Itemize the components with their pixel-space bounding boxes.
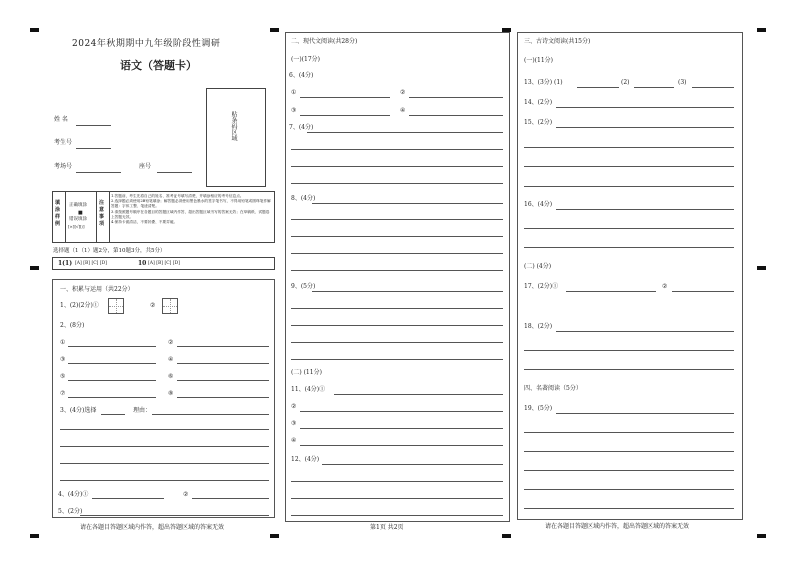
answer-line[interactable]	[556, 413, 734, 414]
answer-line[interactable]	[68, 397, 156, 398]
q6-blank-label: ②	[400, 89, 406, 96]
wrong-fill-label: 错误填涂	[69, 217, 87, 222]
answer-line[interactable]	[524, 228, 734, 229]
q1-label: 1、(2)(2分)①	[60, 302, 99, 309]
answer-line[interactable]	[300, 428, 503, 429]
correct-fill-label: 正确填涂	[69, 203, 87, 208]
q5-label: 5、(2分)	[58, 508, 83, 515]
registration-mark	[757, 534, 766, 538]
answer-line[interactable]	[60, 446, 269, 447]
choice-box	[52, 257, 275, 270]
page-number: 第1页 共2页	[370, 524, 404, 531]
registration-mark	[30, 266, 39, 270]
q6-label: 6、(4分)	[289, 72, 314, 79]
answer-line[interactable]	[60, 429, 269, 430]
answer-line[interactable]	[556, 331, 734, 332]
answer-line[interactable]	[291, 498, 503, 499]
barcode-label: 贴条码区域	[230, 111, 237, 141]
answer-line[interactable]	[68, 363, 156, 364]
choice-q10: 10	[138, 260, 147, 267]
q8-label: 8、(4分)	[291, 195, 316, 202]
q17-label: 17、(2分)①	[524, 283, 559, 290]
answer-line[interactable]	[291, 270, 503, 271]
footer-warning-right: 请在各题目答题区域内作答，超出答题区域的答案无效	[545, 523, 690, 530]
section2-part2: (二) (11分)	[291, 369, 322, 376]
answer-line[interactable]	[524, 470, 734, 471]
answer-line[interactable]	[80, 515, 269, 516]
answer-line[interactable]	[300, 97, 390, 98]
answer-line[interactable]	[291, 325, 503, 326]
answer-line[interactable]	[177, 380, 269, 381]
section2-box	[285, 32, 510, 522]
q7-label: 7、(4分)	[289, 124, 314, 131]
q15-label: 15、(2分)	[524, 119, 553, 126]
answer-line[interactable]	[60, 463, 269, 464]
q12-label: 12、(4分)	[291, 456, 320, 463]
answer-line[interactable]	[322, 464, 503, 465]
registration-mark	[502, 534, 511, 538]
answer-line[interactable]	[524, 489, 734, 490]
answer-line[interactable]	[177, 346, 269, 347]
answer-line[interactable]	[524, 350, 734, 351]
answer-line[interactable]	[524, 508, 734, 509]
q2-blank-label: ⑥	[168, 373, 174, 380]
answer-line[interactable]	[291, 359, 503, 360]
room-field[interactable]	[76, 172, 121, 173]
q3-label: 3、(4分)选择	[60, 407, 97, 414]
answer-line[interactable]	[524, 451, 734, 452]
q16-label: 16、(4分)	[524, 201, 553, 208]
q17-b-label: ②	[662, 283, 668, 290]
q11-blank-label: ③	[291, 420, 297, 427]
q2-blank-label: ⑤	[60, 373, 66, 380]
q6-blank-label: ③	[291, 107, 297, 114]
section1-box	[52, 279, 275, 518]
q2-blank-label: ②	[168, 339, 174, 346]
answer-line[interactable]	[291, 308, 503, 309]
answer-line[interactable]	[556, 107, 734, 108]
char-box[interactable]	[162, 298, 178, 314]
section3-part1: (一)(11分)	[524, 57, 553, 64]
q1-b-label: ②	[150, 302, 156, 309]
q6-blank-label: ①	[291, 89, 297, 96]
answer-line[interactable]	[672, 291, 734, 292]
answer-line[interactable]	[577, 87, 619, 88]
q18-label: 18、(2分)	[524, 323, 553, 330]
q11-blank-label: ④	[291, 437, 297, 444]
answer-line[interactable]	[291, 166, 503, 167]
barcode-area	[206, 88, 266, 187]
answer-line[interactable]	[291, 253, 503, 254]
q13-label: 13、(3分) (1)	[524, 79, 563, 86]
answer-line[interactable]	[68, 380, 156, 381]
answer-line[interactable]	[524, 147, 734, 148]
choice-heading: 选择题（1（1）题2分，第10题3分，共5分）	[53, 248, 166, 254]
choice-q10-options[interactable]: [A] [B] [C] [D]	[148, 261, 180, 266]
q11-blank-label: ②	[291, 403, 297, 410]
answer-line[interactable]	[291, 515, 503, 516]
seat-label: 座号	[139, 163, 152, 170]
answer-line[interactable]	[312, 291, 503, 292]
answer-line[interactable]	[524, 166, 734, 167]
section1-heading: 一、积累与运用（共22分）	[60, 286, 134, 293]
q4-b-label: ②	[183, 491, 189, 498]
registration-mark	[757, 266, 766, 270]
q2-blank-label: ③	[60, 356, 66, 363]
seat-field[interactable]	[157, 172, 192, 173]
exam-title: 2024年秋期期中九年级阶段性调研	[72, 39, 221, 49]
registration-mark	[757, 28, 766, 32]
correct-fill-mark: ■	[78, 210, 83, 216]
note-item: 1.答题前，考生先将自己的姓名、准考证号填写清楚，并填涂相应的考号信息点。	[111, 194, 244, 198]
q13-c-label: (3)	[678, 79, 687, 86]
notes-label: 注意事项	[99, 200, 105, 227]
answer-line[interactable]	[192, 498, 269, 499]
q13-b-label: (2)	[621, 79, 630, 86]
answer-line[interactable]	[300, 445, 503, 446]
note-item: 3.请按照题号顺序在各题目的答题区域内作答，超出答题区域书写的答案无效；在草稿纸、试题卷上答题无效。	[111, 209, 270, 219]
name-label: 姓 名	[54, 116, 68, 123]
answer-line[interactable]	[152, 414, 269, 415]
answer-line[interactable]	[409, 115, 503, 116]
footer-warning-left: 请在各题目答题区域内作答，超出答题区域的答案无效	[80, 524, 225, 531]
q14-label: 14、(2分)	[524, 99, 553, 106]
answer-line[interactable]	[634, 87, 674, 88]
q2-blank-label: ①	[60, 339, 66, 346]
q6-blank-label: ④	[400, 107, 406, 114]
answer-line[interactable]	[556, 209, 734, 210]
answer-line[interactable]	[409, 97, 503, 98]
note-item: 4.保持卡面清洁，不要折叠、不要弄破。	[111, 220, 178, 225]
registration-mark	[30, 534, 39, 538]
room-label: 考场号	[54, 163, 73, 170]
q2-label: 2、(8分)	[60, 322, 85, 329]
q4-label: 4、(4分)①	[58, 491, 89, 498]
fill-example-label: 填涂样例	[55, 200, 61, 227]
q11-label: 11、(4分)①	[291, 386, 326, 393]
section3-part2: (二) (4分)	[524, 263, 552, 270]
answer-line[interactable]	[524, 247, 734, 248]
exam-no-label: 考生号	[54, 139, 73, 146]
answer-line[interactable]	[92, 498, 164, 499]
registration-mark	[270, 534, 279, 538]
section4-heading: 四、名著阅读（5分）	[524, 385, 582, 392]
q9-label: 9、(5分)	[291, 283, 316, 290]
answer-line[interactable]	[334, 394, 503, 395]
answer-line[interactable]	[291, 481, 503, 482]
exam-no-field[interactable]	[76, 148, 111, 149]
answer-line[interactable]	[60, 480, 269, 481]
answer-line[interactable]	[300, 115, 390, 116]
notes-list	[111, 194, 273, 225]
q2-blank-label: ⑧	[168, 390, 174, 397]
section3-heading: 三、古诗文阅读(共15分)	[524, 38, 591, 45]
name-field[interactable]	[76, 125, 111, 126]
answer-line[interactable]	[300, 411, 503, 412]
answer-line[interactable]	[312, 203, 503, 204]
q2-blank-label: ⑦	[60, 390, 66, 397]
q2-blank-label: ④	[168, 356, 174, 363]
answer-line[interactable]	[524, 186, 734, 187]
wrong-fill-marks: [×][√][/]	[68, 224, 85, 229]
answer-line[interactable]	[524, 369, 734, 370]
answer-line[interactable]	[556, 127, 734, 128]
choice-q1-options[interactable]: [A] [B] [C] [D]	[75, 261, 107, 266]
char-box[interactable]	[108, 298, 124, 314]
answer-line[interactable]	[566, 291, 656, 292]
answer-line[interactable]	[291, 183, 503, 184]
choice-q1: 1(1)	[58, 260, 73, 267]
q19-label: 19、(5分)	[524, 405, 553, 412]
registration-mark	[30, 28, 39, 32]
q3-choice-field[interactable]	[101, 414, 125, 415]
section2-heading: 二、现代文阅读(共28分)	[291, 38, 358, 45]
answer-line[interactable]	[524, 432, 734, 433]
answer-line[interactable]	[291, 219, 503, 220]
answer-line[interactable]	[291, 342, 503, 343]
registration-mark	[270, 28, 279, 32]
answer-line[interactable]	[177, 397, 269, 398]
q3-reason-label: 理由：	[133, 407, 152, 414]
exam-subtitle: 语文（答题卡）	[120, 59, 197, 72]
answer-line[interactable]	[68, 346, 156, 347]
note-item: 2.选择题必须使用2B铅笔填涂；解答题必须使用黑色墨水的签字笔书写，不得用铅笔或圆珠笔作解答题：字体工整、笔迹清楚。	[111, 199, 271, 209]
answer-line[interactable]	[307, 132, 503, 133]
section2-part1: (一)(17分)	[291, 56, 320, 63]
instructions-box	[52, 191, 275, 243]
answer-line[interactable]	[291, 149, 503, 150]
answer-line[interactable]	[291, 236, 503, 237]
answer-line[interactable]	[177, 363, 269, 364]
answer-line[interactable]	[692, 87, 734, 88]
